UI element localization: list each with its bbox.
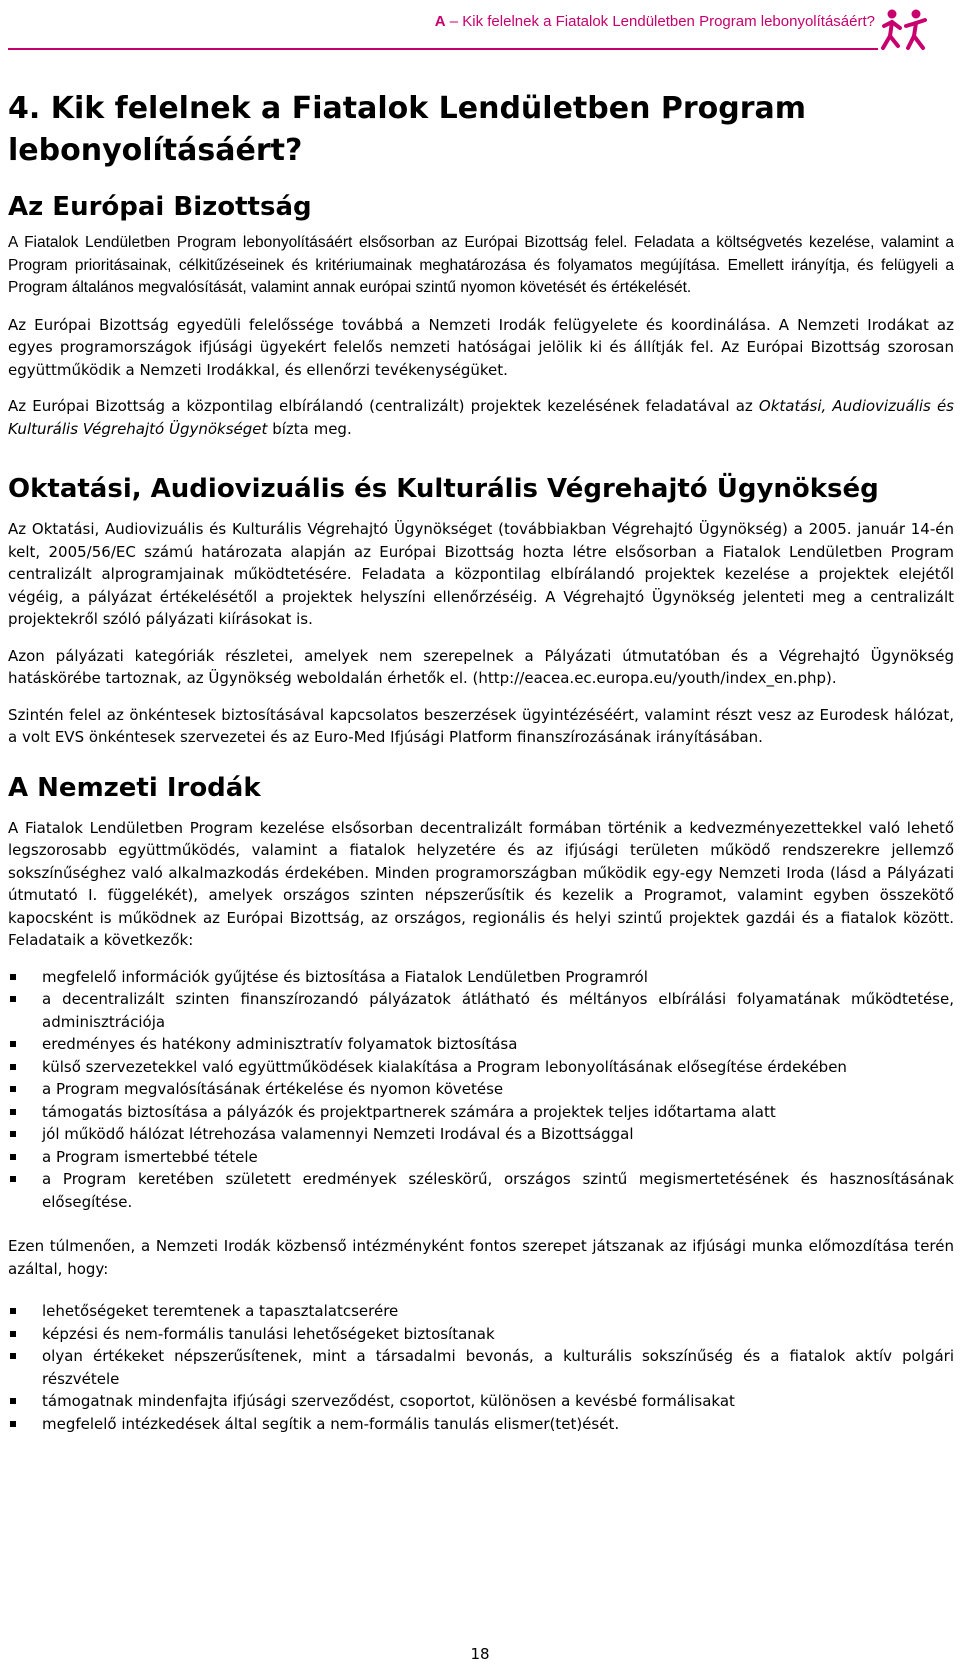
text-run: bízta meg. bbox=[267, 419, 352, 438]
page-header bbox=[0, 0, 960, 58]
paragraph: Az Oktatási, Audiovizuális és Kulturális Végrehajtó Ügynökséget (továbbiakban Végrehajtó Ügynökség) a 2005. január 14-én kelt, 2005/56/EC számú határozata alapján az Európai Bizottság hozta létre elsősorban a Fiatalok Lendületben Program centralizált alprogramjainak működtetésére. Feladata a központilag elbírálandó projektek kezelése a projektek elejétől végéig, a pályázat értékelésétől a projektek helyszíni ellenőrzéséig. A Végrehajtó Ügynökség jelenteti meg a centralizált projektekről szóló pályázati kiírásokat is. bbox=[8, 520, 954, 628]
list-item: eredményes és hatékony adminisztratív folyamatok biztosítása bbox=[8, 1033, 954, 1056]
paragraph: A Fiatalok Lendületben Program lebonyolításáért elsősorban az Európai Bizottság felel. Feladata a költségvetés kezelése, valamint a Program prioritásainak, célkitűzéseinek és kritériumainak meghatározása és folyamatos megújítása. Emellett irányítja, és felügyeli a Program általános megvalósítását, valamint annak európai szintű nyomon követését és értékelését. bbox=[8, 234, 954, 296]
list-item: a Program keretében született eredmények széleskörű, országos szintű megismertetésének és hasznosításának elősegítése. bbox=[8, 1168, 954, 1213]
paragraph bbox=[8, 395, 954, 440]
list-item: a Program ismertebbé tétele bbox=[8, 1146, 954, 1169]
header-dash: – bbox=[445, 13, 463, 30]
list-item: képzési és nem-formális tanulási lehetőségeket biztosítanak bbox=[8, 1323, 954, 1346]
list-item: megfelelő intézkedések által segítik a nem-formális tanulás elismer(tet)ését. bbox=[8, 1413, 954, 1436]
section-heading-nemzeti-irodak: A Nemzeti Irodák bbox=[8, 772, 261, 803]
paragraph: A Fiatalok Lendületben Program kezelése elsősorban decentralizált formában történik a kedvezményezettekkel való lehető legszorosabb együttműködés, valamint a fiatalok helyzetére és az ifjúsági területen működő rendszerekre jellemző sokszínűséghez való alkalmazkodás érdekében. Minden programországban működik egy-egy Nemzeti Iroda (lásd a Pályázati útmutató I. függelékét), amelyek országos szinten népszerűsítik és kezelik a Programot, valamint egyben összekötő kapocsként is működnek az Európai Bizottság, az országos, regionális és helyi szintű projektek gazdái és a fiatalok között. Feladataik a következők: bbox=[8, 818, 954, 949]
header-letter: A bbox=[434, 13, 446, 30]
page-number: 18 bbox=[470, 1645, 490, 1663]
main-title: 4. Kik felelnek a Fiatalok Lendületben Program lebonyolításáért? bbox=[8, 91, 807, 168]
header-title: Kik felelnek a Fiatalok Lendületben Program lebonyolításáért? bbox=[462, 13, 875, 30]
tasks-list bbox=[8, 966, 954, 1214]
list-item: lehetőségeket teremtenek a tapasztalatcserére bbox=[8, 1300, 954, 1323]
section-heading-ugynokseg: Oktatási, Audiovizuális és Kulturális Végrehajtó Ügynökség bbox=[8, 474, 879, 504]
figures-logo-icon bbox=[878, 6, 930, 54]
list-item: támogatás biztosítása a pályázók és projektpartnerek számára a projektek teljes időtartama alatt bbox=[8, 1101, 954, 1124]
paragraph: Azon pályázati kategóriák részletei, amelyek nem szerepelnek a Pályázati útmutatóban és a Végrehajtó Ügynökség hatáskörébe tartoznak, az Ügynökség weboldalán érhetők el. (http://eacea.ec.europa.eu/youth/index_en.php). bbox=[8, 646, 954, 687]
list-item: a decentralizált szinten finanszírozandó pályázatok átlátható és méltányos elbírálási folyamatának működtetése, adminisztrációja bbox=[8, 988, 954, 1033]
list-item: jól működő hálózat létrehozása valamennyi Nemzeti Irodával és a Bizottsággal bbox=[8, 1123, 954, 1146]
roles-list bbox=[8, 1300, 954, 1435]
section-heading-bizottsag: Az Európai Bizottság bbox=[8, 192, 312, 222]
text-run: Az Európai Bizottság a központilag elbírálandó (centralizált) projektek kezelésének feladatával az bbox=[8, 397, 759, 415]
list-item: olyan értékeket népszerűsítenek, mint a társadalmi bevonás, a kulturális sokszínűség és a fiatalok aktív polgári részvétele bbox=[8, 1345, 954, 1390]
paragraph: Szintén felel az önkéntesek biztosításával kapcsolatos beszerzések ügyintézéséért, valamint részt vesz az Eurodesk hálózat, a volt EVS önkéntesek szervezetei és az Euro-Med Ifjúsági Platform finanszírozásának irányításában. bbox=[8, 705, 954, 746]
paragraph: Az Európai Bizottság egyedüli felelőssége továbbá a Nemzeti Irodák felügyelete és koordinálása. A Nemzeti Irodákat az egyes programországok ifjúsági ügyekért felelős nemzeti hatóságai jelölik ki és állítják fel. Az Európai Bizottság szorosan együttműködik a Nemzeti Irodákkal, és ellenőrzi tevékenységüket. bbox=[8, 315, 954, 379]
list-item: a Program megvalósításának értékelése és nyomon követése bbox=[8, 1078, 954, 1101]
list-item: külső szervezetekkel való együttműködések kialakítása a Program lebonyolításának elősegítése érdekében bbox=[8, 1056, 954, 1079]
paragraph: Ezen túlmenően, a Nemzeti Irodák közbenső intézményként fontos szerepet játszanak az ifjúsági munka előmozdítása terén azáltal, hogy: bbox=[8, 1237, 954, 1278]
italic-text: Oktatási, Audiovizuális és Kulturális Végrehajtó Ügynökséget bbox=[8, 397, 954, 438]
header-rule bbox=[8, 48, 878, 50]
list-item: megfelelő információk gyűjtése és biztosítása a Fiatalok Lendületben Programról bbox=[8, 966, 954, 989]
list-item: támogatnak mindenfajta ifjúsági szerveződést, csoportot, különösen a kevésbé formálisakat bbox=[8, 1390, 954, 1413]
running-header bbox=[435, 13, 875, 30]
document-body bbox=[8, 88, 954, 1435]
